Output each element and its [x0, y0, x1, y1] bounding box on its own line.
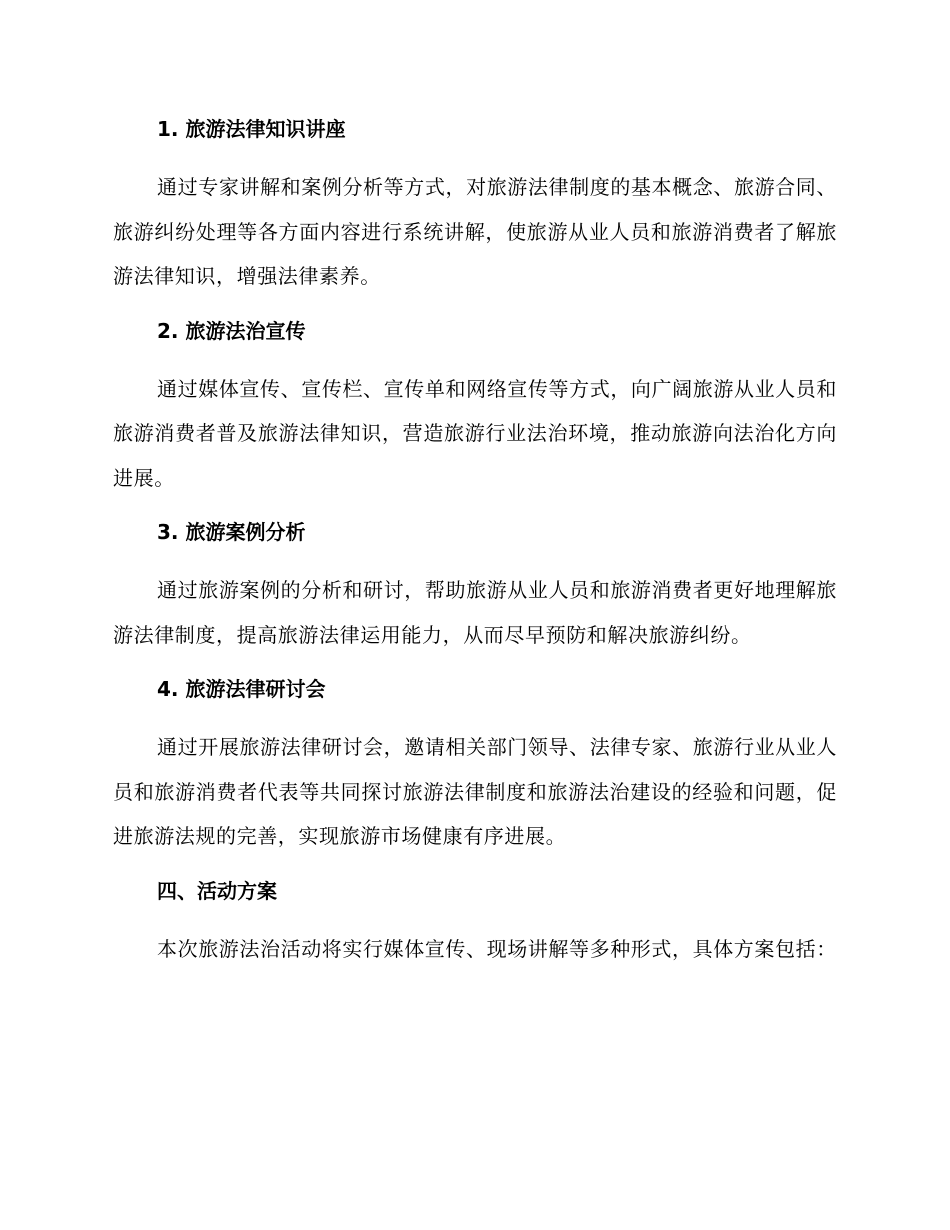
section-paragraph-1: 通过专家讲解和案例分析等方式，对旅游法律制度的基本概念、旅游合同、旅游纠纷处理等各方面内容进行系统讲解，使旅游从业人员和旅游消费者了解旅游法律知识，增强法律素养。 — [113, 175, 837, 288]
section-paragraph-2: 通过媒体宣传、宣传栏、宣传单和网络宣传等方式，向广阔旅游从业人员和旅游消费者普及旅游法律知识，营造旅游行业法治环境，推动旅游向法治化方向进展。 — [113, 376, 837, 490]
section-paragraph-4: 通过开展旅游法律研讨会，邀请相关部门领导、法律专家、旅游行业从业人员和旅游消费者代表等共同探讨旅游法律制度和旅游法治建设的经验和问题，促进旅游法规的完善，实现旅游市场健康有序进展。 — [113, 735, 837, 848]
section-paragraph-5: 本次旅游法治活动将实行媒体宣传、现场讲解等多种形式，具体方案包括： — [157, 936, 837, 961]
section-heading-4: 4. 旅游法律研讨会 — [157, 677, 326, 701]
document-body — [113, 112, 837, 971]
section-heading-2: 2. 旅游法治宣传 — [157, 318, 306, 343]
section-heading-5: 四、活动方案 — [157, 878, 277, 903]
section-heading-3: 3. 旅游案例分析 — [157, 520, 306, 544]
section-heading-1: 1. 旅游法律知识讲座 — [157, 117, 346, 141]
section-paragraph-3: 通过旅游案例的分析和研讨，帮助旅游从业人员和旅游消费者更好地理解旅游法律制度，提高旅游法律运用能力，从而尽早预防和解决旅游纠纷。 — [113, 578, 837, 647]
